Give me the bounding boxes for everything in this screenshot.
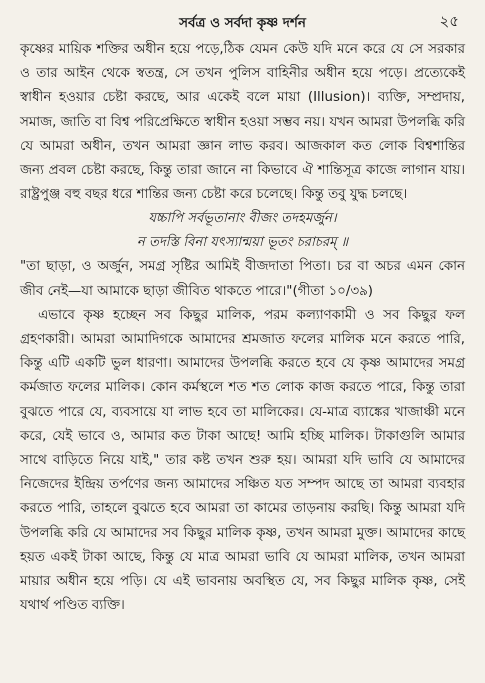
page-number: ২৫ <box>439 12 459 30</box>
verse-translation: "তা ছাড়া, ও অর্জুন, সমগ্র সৃষ্টির আমিই বীজদাতা পিতা। চর বা অচর এমন কোন জীব নেই—যা আমাকে ছাড়া জীবিত থাকতে পারে।"(গীতা ১০/৩৯) <box>20 259 465 299</box>
page-header <box>20 8 465 34</box>
running-title: সর্বত্র ও সর্বদা কৃষ্ণ দর্শন <box>179 15 306 31</box>
page-body <box>20 38 465 618</box>
paragraph-1: কৃষ্ণের মায়িক শক্তির অধীন হয়ে পড়ে,ঠিক যেমন কেউ যদি মনে করে যে সে সরকার ও তার আইন থেকে স্বতন্ত্র, সে তখন পুলিস বাহিনীর অধীন হয়ে পড়ে। প্রত্যেকেই স্বাধীন হওয়ার চেষ্টা করছে, আর একেই বলে মায়া (Illusion)। ব্যক্তি, সম্প্রদায়, সমাজ, জাতি বা বিশ্ব পরিপ্রেক্ষিতে স্বাধীন হওয়া সম্ভব নয়। যখন আমরা উপলব্ধি করি যে আমরা অধীন, তখন আমরা জ্ঞান লাভ করব। আজকাল কত লোক বিশ্বশান্তির জন্য প্রবল চেষ্টা করছে, কিন্তু তারা জানে না কিভাবে ঐ শান্তিসূত্র কাজে লাগান যায়। রাষ্ট্রপুঞ্জ বহু বছর ধরে শান্তির জন্য চেষ্টা করে চলেছে। কিন্তু তবু যুদ্ধ চলছে। <box>20 42 465 203</box>
verse-line-2: ন তদস্তি বিনা যৎস্যান্ময়া ভূতং চরাচরম্ ॥ <box>136 235 349 251</box>
paragraph-2: এভাবে কৃষ্ণ হচ্ছেন সব কিছুর মালিক, পরম কল্যাণকামী ও সব কিছুর ফল গ্রহণকারী। আমরা আমাদিগকে আমাদের শ্রমজাত ফলের মালিক মনে করতে পারি, কিন্তু এটি একটি ভুল ধারণা। আমাদের উপলব্ধি করতে হবে যে কৃষ্ণ আমাদের সমগ্র কর্মজাত ফলের মালিক। কোন কর্মস্থলে শত শত লোক কাজ করতে পারে, কিন্তু তারা বুঝতে পারে যে, ব্যবসায়ে যা লাভ হবে তা মালিকের। যে-মাত্র ব্যাঙ্কের খাজাঞ্চী মনে করে, যেই ভাবে ও, আমার কত টাকা আছে! আমি হচ্ছি মালিক। টাকাগুলি আমার সাথে বাড়িতে নিয়ে যাই," তার কষ্ট তখন শুরু হয়। আমরা যদি ভাবি যে আমাদের নিজেদের ইন্দ্রিয় তর্পণের জন্য আমাদের সঞ্চিত যত সম্পদ আছে তা আমরা ব্যবহার করতে পারি, তাহলে বুঝতে হবে আমরা তা কামের তাড়নায় করছি। কিন্তু আমরা যদি উপলব্ধি করি যে আমাদের সব কিছুর মালিক কৃষ্ণ, তখন আমরা মুক্ত। আমাদের কাছে হয়ত একই টাকা আছে, কিন্তু যে মাত্র আমরা ভাবি যে আমরা মালিক, তখন আমরা মায়ার অধীন হয়ে পড়ি। যে এই ভাবনায় অবস্থিত যে, সব কিছুর মালিক কৃষ্ণ, সেই যথার্থ পণ্ডিত ব্যক্তি। <box>20 307 465 614</box>
verse-line-1: যচ্চাপি সর্বভূতানাং বীজং তদহমর্জুন। <box>148 211 337 227</box>
